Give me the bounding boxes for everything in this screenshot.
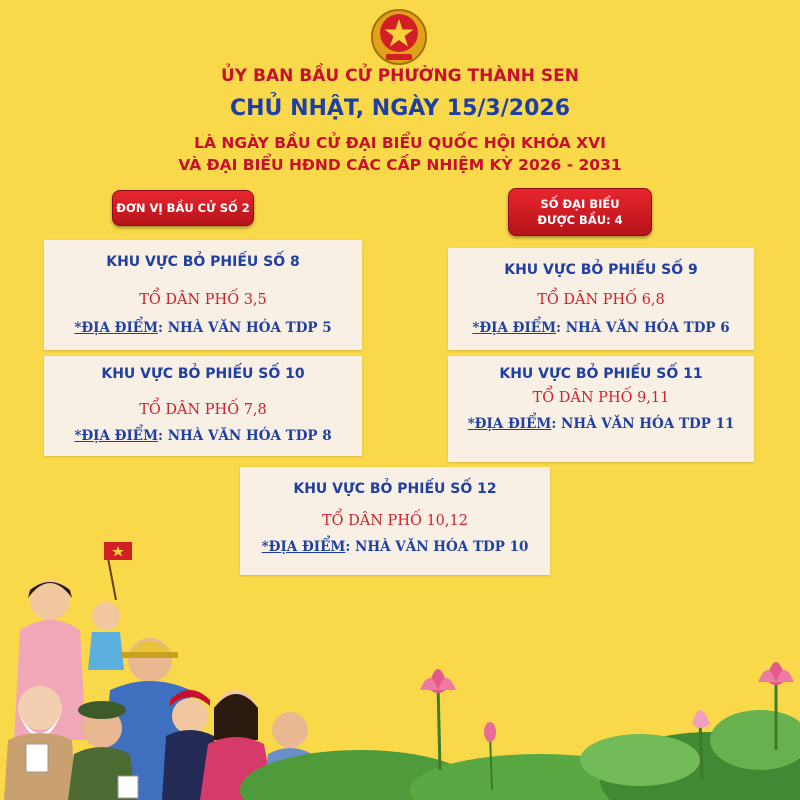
election-date: CHỦ NHẬT, NGÀY 15/3/2026 (229, 96, 571, 121)
location-value: : NHÀ VĂN HÓA TDP 6 (556, 320, 730, 336)
voting-area-streets: TỔ DÂN PHỐ 6,8 (537, 292, 665, 308)
location-label: *ĐỊA ĐIỂM (74, 320, 159, 336)
location-value: : NHÀ VĂN HÓA TDP 8 (158, 428, 332, 444)
voting-area-title: KHU VỰC BỎ PHIẾU SỐ 10 (101, 366, 305, 382)
voting-area-streets: TỔ DÂN PHỐ 3,5 (139, 292, 267, 308)
location-value: : NHÀ VĂN HÓA TDP 11 (551, 416, 735, 432)
location-value: : NHÀ VĂN HÓA TDP 10 (345, 539, 529, 555)
voting-area-location (44, 428, 362, 444)
voting-area-location (448, 416, 754, 432)
voting-area-location (44, 320, 362, 336)
delegate-count-value: ĐƯỢC BẦU: 4 (537, 213, 623, 227)
location-label: *ĐỊA ĐIỂM (472, 320, 557, 336)
delegate-count-label: SỐ ĐẠI BIỂU (540, 197, 620, 211)
voting-area-card-8 (44, 240, 362, 350)
voting-area-title: KHU VỰC BỎ PHIẾU SỐ 9 (504, 262, 698, 278)
voting-area-streets: TỔ DÂN PHỐ 7,8 (139, 402, 267, 418)
lotus-flowers-illustration (240, 640, 800, 800)
location-label: *ĐỊA ĐIỂM (467, 416, 552, 432)
electoral-unit-badge: ĐƠN VỊ BẦU CỬ SỐ 2 (112, 190, 254, 226)
voting-area-card-9 (448, 248, 754, 350)
voting-area-streets: TỔ DÂN PHỐ 10,12 (322, 513, 468, 529)
location-label: *ĐỊA ĐIỂM (74, 428, 159, 444)
voting-area-card-10 (44, 356, 362, 456)
voting-area-title: KHU VỰC BỎ PHIẾU SỐ 11 (499, 366, 703, 382)
location-label: *ĐỊA ĐIỂM (261, 539, 346, 555)
organization-title: ỦY BAN BẦU CỬ PHƯỜNG THÀNH SEN (220, 66, 579, 86)
delegate-count-badge (508, 188, 652, 236)
voting-area-title: KHU VỰC BỎ PHIẾU SỐ 8 (106, 254, 300, 270)
location-value: : NHÀ VĂN HÓA TDP 5 (158, 320, 332, 336)
voting-area-card-11 (448, 356, 754, 462)
voting-area-location (448, 320, 754, 336)
national-emblem-icon (368, 8, 430, 66)
election-description-line2: VÀ ĐẠI BIỂU HĐND CÁC CẤP NHIỆM KỲ 2026 - 2031 (178, 156, 622, 174)
voting-area-streets: TỔ DÂN PHỐ 9,11 (532, 390, 670, 406)
election-description-line1: LÀ NGÀY BẦU CỬ ĐẠI BIỂU QUỐC HỘI KHÓA XVI (194, 134, 606, 152)
voting-area-title: KHU VỰC BỎ PHIẾU SỐ 12 (293, 481, 497, 497)
